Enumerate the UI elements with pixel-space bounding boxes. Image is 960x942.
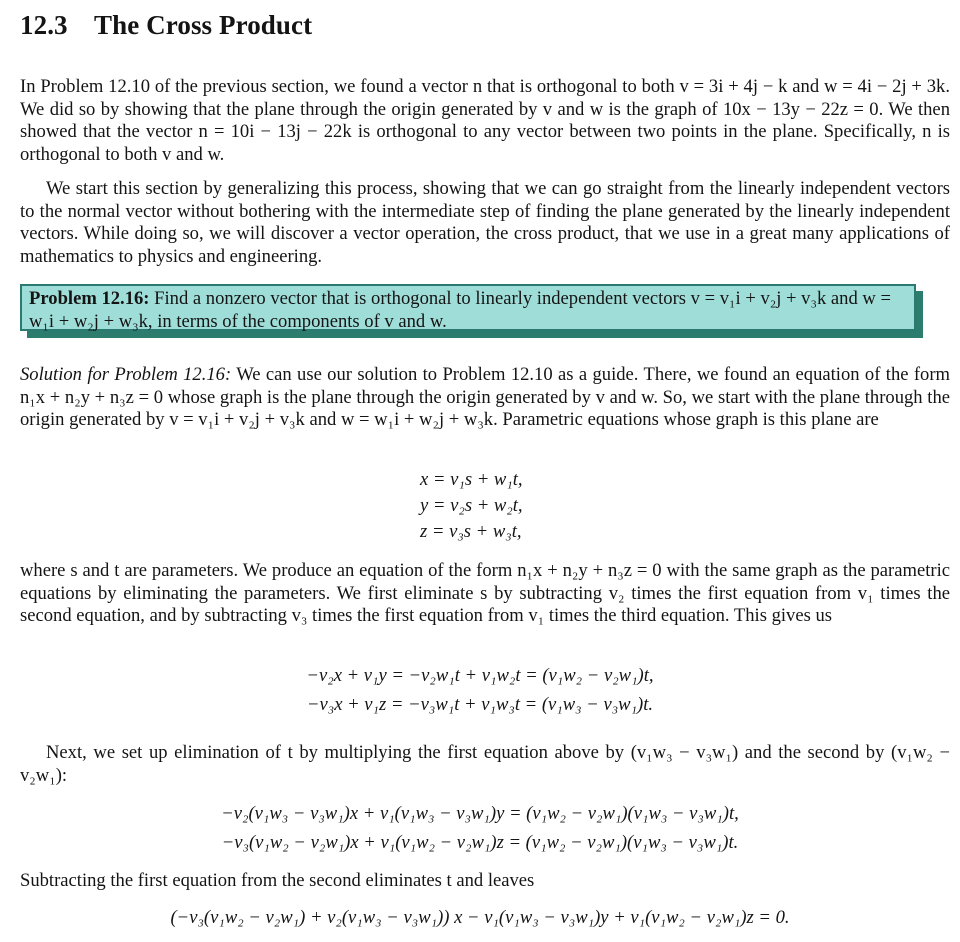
subtraction-paragraph: Subtracting the first equation from the second eliminates t and leaves <box>20 870 535 891</box>
elimination-equation-2: −v₃x + v₁z = −v₃w₁t + v₁w₃t = (v₁w₃ − v₃w₁)t. <box>306 694 654 715</box>
solution-text: We can use our solution to Problem 12.10 as a guide. There, we found an equation of the form n₁x + n₂y + n₃z = 0 whose graph is the plane through the origin generated by v and w. So, we start with the plane through the origin generated by v = v₁i + v₂j + v₃k and w = w₁i + w₂j + w₃k. Parametric equations whose graph is this plane are <box>20 364 951 431</box>
parametric-equation-z: z = v₃s + w₃t, <box>420 521 522 542</box>
solution-label: Solution for Problem 12.16: <box>20 364 232 385</box>
section-number: 12.3 <box>20 10 68 40</box>
multiplication-paragraph: Next, we set up elimination of t by multiplying the first equation above by (v₁w₃ − v₃w₁) and the second by (v₁w₂ − v₂w₁): <box>20 742 950 786</box>
elimination-equation-1: −v₂x + v₁y = −v₂w₁t + v₁w₂t = (v₁w₂ − v₂w₁)t, <box>306 665 654 686</box>
problem-label: Problem 12.16: <box>29 288 150 309</box>
problem-box <box>20 284 916 331</box>
final-equation: (−v₃(v₁w₂ − v₂w₁) + v₂(v₁w₃ − v₃w₁)) x − v₁(v₁w₃ − v₃w₁)y + v₁(v₁w₂ − v₂w₁)z = 0. <box>170 907 790 928</box>
multiplied-equation-2: −v₃(v₁w₂ − v₂w₁)x + v₁(v₁w₂ − v₂w₁)z = (v₁w₂ − v₂w₁)(v₁w₃ − v₃w₁)t. <box>221 832 739 853</box>
generalization-paragraph: We start this section by generalizing this process, showing that we can go straight from the linearly independent vectors to the normal vector without bothering with the intermediate step of finding the plane generated by the linearly independent vectors. While doing so, we will discover a vector operation, the cross product, that we use in a great many applications of mathematics to physics and engineering. <box>20 178 950 267</box>
intro-paragraph: In Problem 12.10 of the previous section, we found a vector n that is orthogonal to both v = 3i + 4j − k and w = 4i − 2j + 3k. We did so by showing that the plane through the origin generated by v and w is the graph of 10x − 13y − 22z = 0. We then showed that the vector n = 10i − 13j − 22k is orthogonal to any vector between two points in the plane. Specifically, n is orthogonal to both v and w. <box>20 76 950 165</box>
multiplied-equation-1: −v₂(v₁w₃ − v₃w₁)x + v₁(v₁w₃ − v₃w₁)y = (v₁w₂ − v₂w₁)(v₁w₃ − v₃w₁)t, <box>221 803 739 824</box>
section-heading <box>20 10 312 41</box>
solution-paragraph <box>20 364 950 432</box>
parametric-equation-y: y = v₂s + w₂t, <box>420 495 523 516</box>
elimination-paragraph: where s and t are parameters. We produce an equation of the form n₁x + n₂y + n₃z = 0 with the same graph as the parametric equations by eliminating the parameters. We first eliminate s by subtracting v₂ times the first equation from v₁ times the second equation, and by subtracting v₃ times the first equation from v₁ times the third equation. This gives us <box>20 560 950 627</box>
problem-text: Find a nonzero vector that is orthogonal to linearly independent vectors v = v₁i + v₂j + v₃k and w = w₁i + w₂j + w₃k, in terms of the components of v and w. <box>29 288 891 332</box>
parametric-equation-x: x = v₁s + w₁t, <box>420 469 523 490</box>
section-title: The Cross Product <box>94 10 313 40</box>
